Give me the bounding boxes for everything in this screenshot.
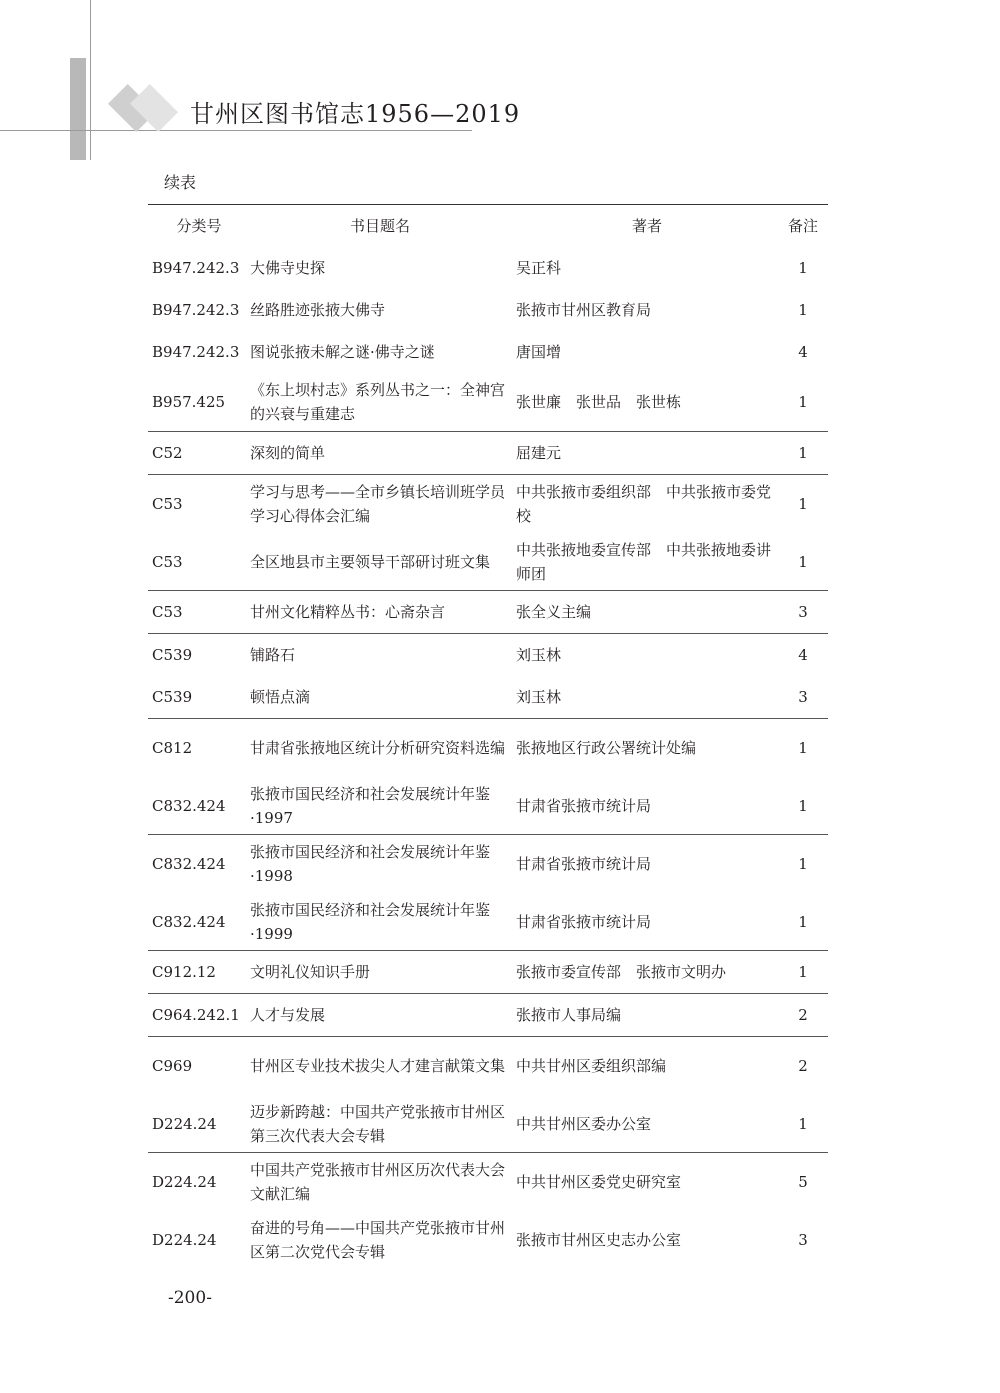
cell-code: C832.424 — [152, 855, 226, 873]
cell-code: C812 — [152, 739, 193, 757]
table-row — [148, 1152, 828, 1211]
cell-note: 1 — [798, 912, 808, 931]
cell-author: 吴正科 — [516, 259, 562, 277]
cell-title: 铺路石 — [250, 646, 296, 664]
cell-note: 1 — [798, 495, 808, 513]
cell-note: 2 — [798, 1006, 808, 1024]
cell-author: 甘肃省张掖市统计局 — [516, 855, 652, 873]
table-row — [148, 950, 828, 993]
cell-note: 1 — [798, 1114, 808, 1133]
cell-author: 中共张掖地委宣传部 中共张掖地委讲师团 — [516, 540, 772, 583]
header-side-bar — [70, 58, 86, 160]
cell-code: D224.24 — [152, 1114, 217, 1133]
cell-title: 甘州文化精粹丛书：心斋杂言 — [250, 603, 446, 621]
table-row — [148, 893, 828, 950]
cell-title: 张掖市国民经济和社会发展统计年鉴·1997 — [250, 784, 491, 827]
cell-author: 中共甘州区委组织部编 — [516, 1057, 667, 1075]
table-row — [148, 834, 828, 893]
cell-note: 5 — [798, 1173, 808, 1191]
cell-title: 张掖市国民经济和社会发展统计年鉴·1998 — [250, 843, 491, 885]
header-horizontal-rule — [0, 130, 472, 131]
cell-note: 1 — [798, 393, 808, 411]
cell-code: C832.424 — [152, 912, 226, 931]
cell-title: 甘肃省张掖地区统计分析研究资料选编 — [250, 739, 506, 757]
cell-title: 人才与发展 — [250, 1006, 326, 1024]
header-note: 备注 — [787, 217, 818, 235]
table-row — [148, 247, 828, 289]
cell-author: 张全义主编 — [516, 603, 592, 621]
cell-code: D224.24 — [152, 1173, 217, 1191]
cell-title: 学习与思考——全市乡镇长培训班学员学习心得体会汇编 — [250, 483, 506, 525]
cell-code: C539 — [152, 688, 193, 706]
table-row — [148, 373, 828, 431]
cell-author: 屈建元 — [516, 444, 562, 462]
table-row — [148, 331, 828, 373]
cell-author: 甘肃省张掖市统计局 — [516, 912, 652, 931]
book-catalog-table — [148, 204, 828, 1268]
cell-author: 中共张掖市委组织部 中共张掖市委党校 — [516, 483, 772, 525]
cell-code: B957.425 — [152, 393, 226, 411]
cell-code: C964.242.1 — [152, 1006, 240, 1024]
cell-author: 张掖市甘州区教育局 — [516, 301, 652, 319]
cell-title: 深刻的简单 — [250, 444, 326, 462]
cell-title: 大佛寺史探 — [250, 259, 326, 277]
cell-note: 3 — [798, 688, 808, 706]
table-row — [148, 993, 828, 1036]
cell-note: 2 — [798, 1057, 808, 1075]
cell-code: C53 — [152, 495, 183, 513]
cell-note: 1 — [798, 739, 808, 757]
cell-code: D224.24 — [152, 1230, 217, 1249]
table-row — [148, 289, 828, 331]
header-code: 分类号 — [176, 217, 222, 235]
header-title: 书目题名 — [349, 217, 410, 235]
table-row — [148, 590, 828, 633]
cell-title: 奋进的号角——中国共产党张掖市甘州区第二次党代会专辑 — [250, 1218, 506, 1261]
cell-code: B947.242.3 — [152, 343, 240, 361]
cell-title: 顿悟点滴 — [250, 688, 311, 706]
cell-note: 4 — [798, 343, 808, 361]
table-row — [148, 474, 828, 533]
cell-author: 张掖市委宣传部 张掖市文明办 — [516, 963, 727, 981]
cell-code: C912.12 — [152, 963, 216, 981]
page-number: -200- — [168, 1288, 212, 1308]
cell-note: 3 — [798, 1230, 808, 1249]
table-row — [148, 1211, 828, 1268]
cell-author: 中共甘州区委党史研究室 — [516, 1173, 682, 1191]
table-row — [148, 431, 828, 474]
cell-title: 迈步新跨越：中国共产党张掖市甘州区第三次代表大会专辑 — [250, 1102, 506, 1145]
table-row — [148, 633, 828, 676]
cell-note: 4 — [798, 646, 808, 664]
cell-code: B947.242.3 — [152, 259, 240, 277]
cell-note: 1 — [798, 259, 808, 277]
cell-title: 中国共产党张掖市甘州区历次代表大会文献汇编 — [250, 1161, 506, 1203]
table-row — [148, 676, 828, 718]
cell-code: C832.424 — [152, 796, 226, 815]
header-vertical-rule — [90, 0, 91, 160]
cell-code: B947.242.3 — [152, 301, 240, 319]
cell-title: 文明礼仪知识手册 — [250, 963, 371, 981]
cell-note: 1 — [798, 855, 808, 873]
cell-title: 图说张掖未解之谜·佛寺之谜 — [250, 343, 435, 361]
continued-table-label: 续表 — [164, 173, 197, 192]
cell-author: 唐国增 — [516, 343, 562, 361]
cell-note: 1 — [798, 301, 808, 319]
table-row — [148, 533, 828, 590]
cell-author: 刘玉林 — [516, 688, 562, 706]
cell-note: 1 — [798, 796, 808, 815]
cell-code: C53 — [152, 603, 183, 621]
cell-title: 甘州区专业技术拔尖人才建言献策文集 — [250, 1057, 506, 1075]
cell-author: 中共甘州区委办公室 — [516, 1114, 652, 1133]
cell-title: 《东上坝村志》系列丛书之一：全神宫的兴衰与重建志 — [250, 381, 506, 423]
table-row — [148, 1036, 828, 1095]
cell-author: 张世廉 张世品 张世栋 — [516, 393, 682, 411]
table-row — [148, 718, 828, 777]
cell-title: 张掖市国民经济和社会发展统计年鉴·1999 — [250, 900, 491, 943]
cell-author: 张掖地区行政公署统计处编 — [516, 739, 697, 757]
cell-author: 甘肃省张掖市统计局 — [516, 796, 652, 815]
header-author: 著者 — [631, 217, 662, 235]
cell-note: 1 — [798, 552, 808, 571]
cell-author: 刘玉林 — [516, 646, 562, 664]
table-row — [148, 777, 828, 834]
cell-note: 1 — [798, 444, 808, 462]
table-header-row — [148, 205, 828, 247]
cell-code: C53 — [152, 552, 183, 571]
cell-author: 张掖市甘州区史志办公室 — [516, 1230, 682, 1249]
cell-title: 丝路胜迹张掖大佛寺 — [250, 301, 386, 319]
cell-code: C52 — [152, 444, 183, 462]
cell-code: C539 — [152, 646, 193, 664]
running-header-title: 甘州区图书馆志1956—2019 — [190, 100, 521, 128]
cell-note: 1 — [798, 963, 808, 981]
table-row — [148, 1095, 828, 1152]
cell-author: 张掖市人事局编 — [516, 1006, 622, 1024]
cell-code: C969 — [152, 1057, 193, 1075]
cell-title: 全区地县市主要领导干部研讨班文集 — [250, 552, 491, 571]
cell-note: 3 — [798, 603, 808, 621]
